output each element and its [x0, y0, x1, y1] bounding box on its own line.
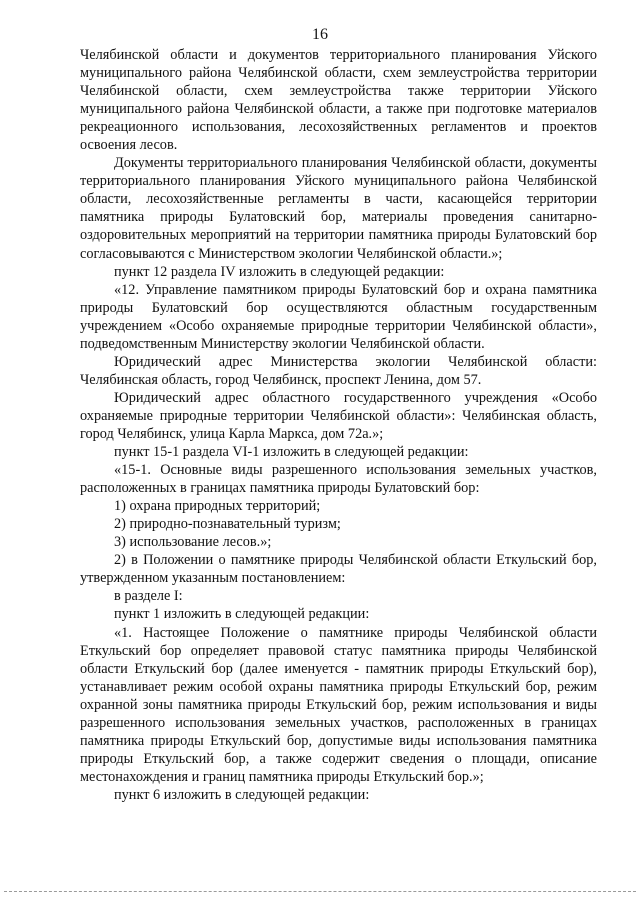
- paragraph: в разделе I:: [114, 588, 183, 605]
- paragraph: пункт 15-1 раздела VI-1 изложить в следующей редакции:: [114, 444, 469, 461]
- scan-edge-line: [4, 891, 636, 892]
- document-body: [80, 46, 597, 804]
- list-item: 1) охрана природных территорий;: [114, 498, 321, 515]
- paragraph: «12. Управление памятником природы Булатовский бор и охрана памятника природы Булатовский бор осуществляются областным государственным учреждением «Особо охраняемые природные территории Челябинской области», подведомственным Министерству экологии Челябинской области.: [80, 281, 597, 352]
- list-item: 3) использование лесов.»;: [114, 534, 272, 551]
- paragraph: «1. Настоящее Положение о памятнике природы Челябинской области Еткульский бор определяет правовой статус памятника природы Челябинской области Еткульский бор (далее именуется - памятник природы Еткульский бор), устанавливает режим особой охраны памятника природы Еткульский бор, режим охранной зоны памятника природы Еткульский бор, режим использования и виды разрешенного использования земельных участков, расположенных в границах памятника природы Еткульский бор, допустимые виды использования памятника природы Еткульский бор, а также содержит сведения о площади, описание местонахождения и границ памятника природы Еткульский бор.»;: [80, 624, 597, 785]
- page-number: 16: [312, 26, 328, 43]
- paragraph: пункт 6 изложить в следующей редакции:: [114, 786, 370, 803]
- paragraph: Юридический адрес областного государственного учреждения «Особо охраняемые природные территории Челябинской области»: Челябинская область, город Челябинск, улица Карла Маркса, дом 72а.»;: [80, 389, 597, 442]
- paragraph: «15-1. Основные виды разрешенного использования земельных участков, расположенных в границах памятника природы Булатовский бор:: [80, 462, 597, 497]
- paragraph: пункт 12 раздела IV изложить в следующей редакции:: [114, 263, 445, 280]
- list-item: 2) природно-познавательный туризм;: [114, 516, 341, 533]
- paragraph: Юридический адрес Министерства экологии Челябинской области: Челябинская область, город Челябинск, проспект Ленина, дом 57.: [80, 353, 597, 388]
- paragraph: Документы территориального планирования Челябинской области, документы территориального планирования Уйского муниципального района Челябинской области, лесохозяйственные регламенты в части, касающейся территории памятника природы Булатовский бор, материалы проведения санитарно-оздоровительных мероприятий на территории памятника природы Булатовский бор согласовываются с Министерством экологии Челябинской области.»;: [80, 155, 597, 262]
- paragraph: 2) в Положении о памятнике природы Челябинской области Еткульский бор, утвержденном указанным постановлением:: [80, 552, 597, 587]
- paragraph: пункт 1 изложить в следующей редакции:: [114, 606, 370, 623]
- paragraph: Челябинской области и документов территориального планирования Уйского муниципального района Челябинской области, схем землеустройства территории Челябинской области, схем землеустройства также территории Уйского муниципального района Челябинской области, а также при подготовке материалов рекреационного использования, лесохозяйственных регламентов и проектов освоения лесов.: [80, 47, 597, 154]
